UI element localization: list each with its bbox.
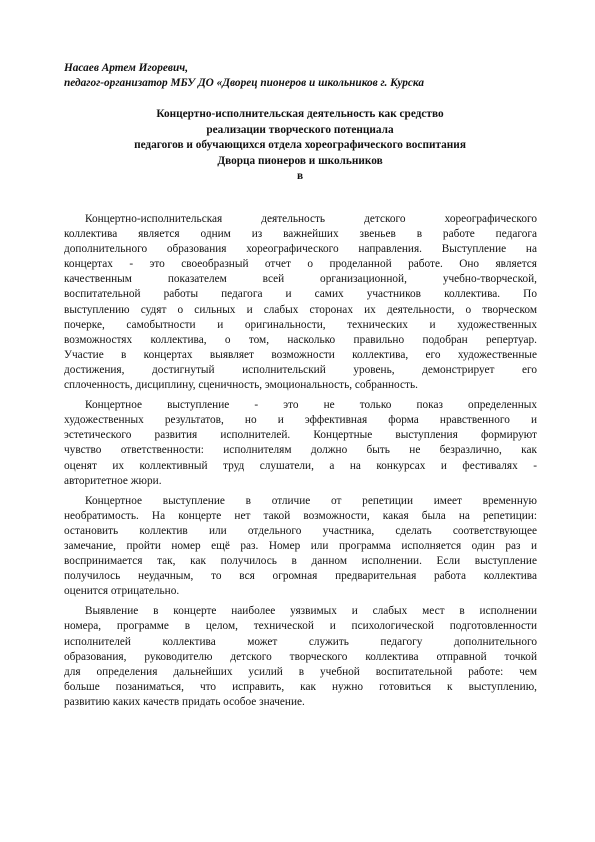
author-block	[64, 61, 544, 91]
paragraph	[64, 494, 537, 600]
author-name: Насаев Артем Игоревич,	[64, 62, 189, 74]
paragraph-line: больше позаниматься, что исправить, как нужно готовиться к выступлению,	[64, 680, 537, 693]
title-line: Концертно-исполнительская деятельность как средство	[156, 108, 444, 120]
paragraph	[64, 212, 537, 393]
paragraph-line: качественным показателем всей организационной, учебно-творческой,	[64, 273, 537, 286]
paragraph-line: Выявление в концерте наиболее уязвимых и слабых мест в исполнении	[85, 605, 537, 618]
title-line: реализации творческого потенциала	[206, 123, 394, 136]
paragraph-line: развитию каких качеств придать особое значение.	[64, 695, 305, 708]
paragraph-line: Участие в концертах выявляет возможности коллектива, его художественные	[64, 348, 537, 361]
paragraph-line: возможностях коллектива, о том, насколько правильно подобран репертуар.	[64, 333, 537, 346]
paragraph	[64, 398, 537, 489]
paragraph-line: Концертное выступление - это не только показ определенных	[85, 399, 537, 412]
paragraph-line: номера, программе в целом, технической и психологической подготовленности	[64, 620, 537, 633]
paragraph-line: исполнителей коллектива может служить педагогу дополнительного	[64, 635, 537, 648]
paragraph-line: воспитательной работы педагога и самих участников коллектива. По	[64, 288, 537, 301]
paragraph-line: выступлению судят о сильных и слабых сторонах их деятельности, о творческом	[64, 303, 537, 316]
title-line: Дворца пионеров и школьников	[217, 154, 383, 167]
paragraph-line: чувство ответственности: исполнителям должно быть не безразлично, как	[64, 444, 537, 457]
paragraph-line: для определения дальнейших усилий в учебной воспитательной работе: чем	[64, 665, 537, 678]
paragraph-line: воспринимается так, как получилось в данном исполнении. Если выступление	[64, 555, 537, 568]
author-position: педагог-организатор МБУ ДО «Дворец пионеров и школьников г. Курска	[64, 77, 424, 89]
paragraph-line: эстетического развития исполнителей. Концертные выступления формируют	[64, 429, 537, 442]
paragraph-line: дополнительного образования хореографического направления. Выступление на	[64, 243, 537, 256]
paragraph-line: оценят их коллективный труд слушатели, а на конкурсах и фестивалях -	[64, 459, 537, 472]
paragraph-line: Концертно-исполнительская деятельность детского хореографического	[85, 213, 537, 225]
paragraph-line: остановить коллектив или отдельного участника, сделать соответствующее	[64, 524, 537, 537]
paragraph-line: образования, руководителю детского творческого коллектива отправной точкой	[64, 650, 537, 663]
paragraph-line: достижения, достигнутый исполнительский уровень, демонстрирует его	[64, 363, 537, 376]
paragraph-line: Концертное выступление в отличие от репетиции имеет временную	[85, 494, 537, 507]
document-title	[64, 107, 536, 185]
title-line: педагогов и обучающихся отдела хореографического воспитания	[134, 139, 466, 151]
paragraph-line: художественных результатов, но и эффективная форма нравственного и	[64, 414, 537, 427]
paragraph-line: необратимость. На концерте нет такой возможности, какая была на репетиции:	[64, 509, 537, 522]
document-body	[64, 212, 537, 715]
paragraph-line: концертах - это своеобразный отчет о проделанной работе. Оно является	[64, 258, 537, 271]
paragraph-line: коллектива является одним из важнейших звеньев в работе педагога	[64, 228, 537, 241]
paragraph-line: сплоченность, дисциплину, сценичность, эмоциональность, собранность.	[64, 379, 418, 392]
paragraph-line: получилось неудачным, то вся огромная предварительная работа коллектива	[64, 570, 537, 583]
paragraph-line: почерке, самобытности и оригинальности, технических и художественных	[64, 318, 537, 331]
paragraph	[64, 604, 537, 710]
paragraph-line: замечание, пройти номер ещё раз. Номер или программа исполняется один раз и	[64, 539, 537, 552]
paragraph-line: авторитетное жюри.	[64, 474, 162, 487]
title-line: в	[296, 170, 304, 182]
paragraph-line: оценится отрицательно.	[64, 585, 180, 598]
